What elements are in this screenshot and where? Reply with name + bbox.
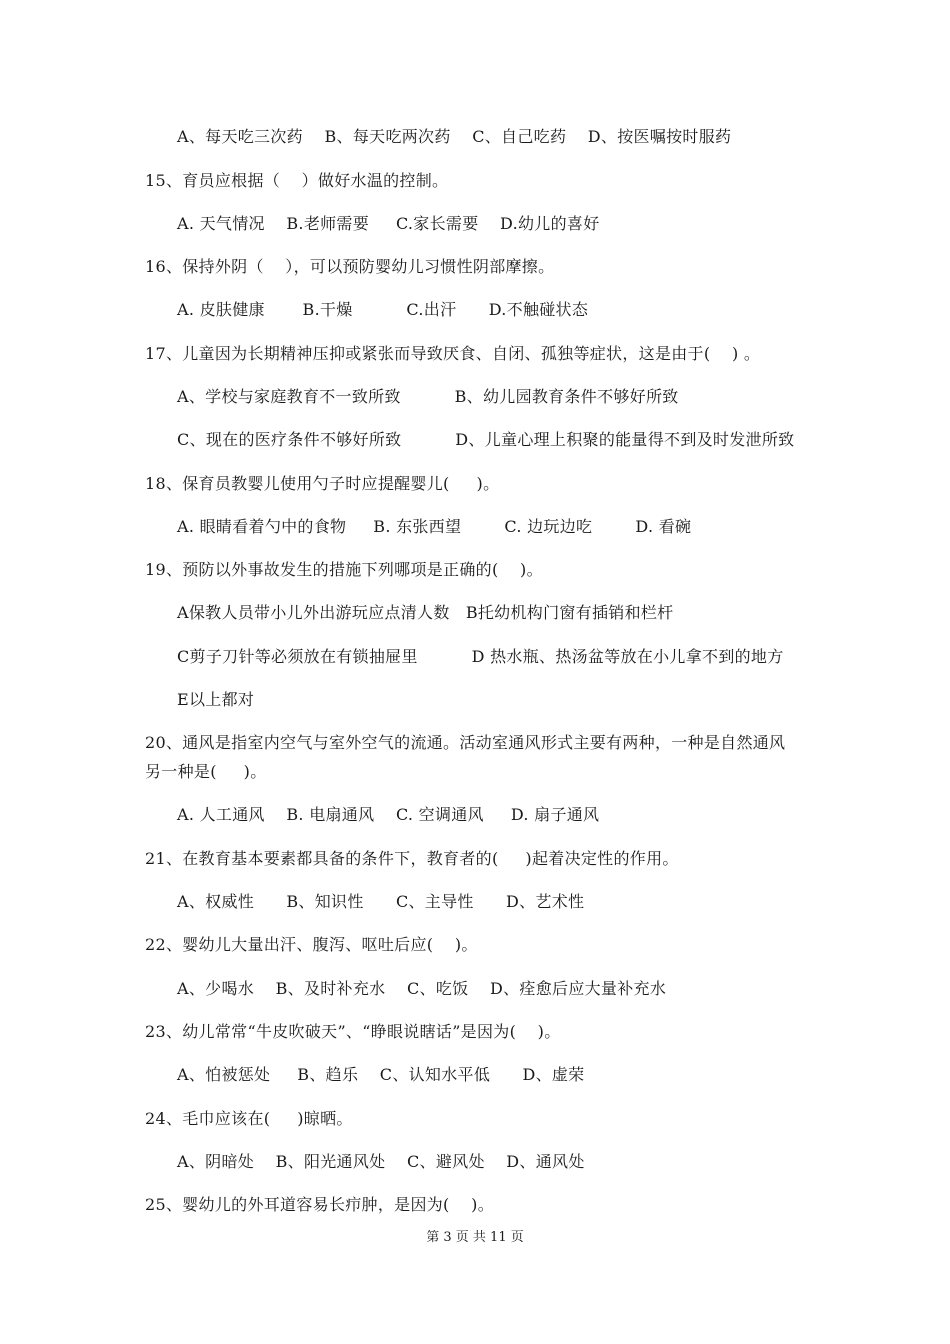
question-21: 21、在教育基本要素都具备的条件下，教育者的( )起着决定性的作用。: [145, 849, 679, 868]
question-15: 15、育员应根据（ ）做好水温的控制。: [145, 171, 449, 190]
question-20: 20、通风是指室内空气与室外空气的流通。活动室通风形式主要有两种，一种是自然通风: [145, 733, 786, 752]
question-22: 22、婴幼儿大量出汗、腹泻、呕吐后应( )。: [145, 935, 478, 954]
question-19: 19、预防以外事故发生的措施下列哪项是正确的( )。: [145, 560, 543, 579]
q15-options: A. 天气情况 B.老师需要 C.家长需要 D.幼儿的喜好: [177, 214, 600, 233]
question-16: 16、保持外阴（ ），可以预防婴幼儿习惯性阴部摩擦。: [145, 257, 555, 276]
q23-options: A、怕被惩处 B、趋乐 C、认知水平低 D、虚荣: [177, 1065, 585, 1084]
page-footer: 第 3 页 共 11 页: [426, 1230, 524, 1245]
q19-options-ab: A保教人员带小儿外出游玩应点清人数 B托幼机构门窗有插销和栏杆: [177, 603, 674, 622]
question-25: 25、婴幼儿的外耳道容易长疖肿，是因为( )。: [145, 1195, 494, 1214]
q16-options: A. 皮肤健康 B.干燥 C.出汗 D.不触碰状态: [177, 300, 589, 319]
q19-option-e: E以上都对: [177, 690, 255, 709]
q17-options-cd: C、现在的医疗条件不够好所致 D、儿童心理上积聚的能量得不到及时发泄所致: [177, 430, 795, 449]
q14-options: A、每天吃三次药 B、每天吃两次药 C、自己吃药 D、按医嘱按时服药: [177, 127, 732, 146]
question-20-cont: 另一种是( )。: [145, 762, 267, 781]
q22-options: A、少喝水 B、及时补充水 C、吃饭 D、痊愈后应大量补充水: [177, 979, 667, 998]
q18-options: A. 眼睛看着勺中的食物 B. 东张西望 C. 边玩边吃 D. 看碗: [177, 517, 692, 536]
question-24: 24、毛巾应该在( )晾晒。: [145, 1109, 353, 1128]
question-17: 17、儿童因为长期精神压抑或紧张而导致厌食、自闭、孤独等症状，这是由于( ) 。: [145, 344, 761, 363]
q24-options: A、阴暗处 B、阳光通风处 C、避风处 D、通风处: [177, 1152, 585, 1171]
question-18: 18、保育员教婴儿使用勺子时应提醒婴儿( )。: [145, 474, 500, 493]
q21-options: A、权威性 B、知识性 C、主导性 D、艺术性: [177, 892, 585, 911]
question-23: 23、幼儿常常“牛皮吹破天”、“睁眼说瞎话”是因为( )。: [145, 1022, 561, 1041]
q20-options: A. 人工通风 B. 电扇通风 C. 空调通风 D. 扇子通风: [177, 805, 600, 824]
q17-options-ab: A、学校与家庭教育不一致所致 B、幼儿园教育条件不够好所致: [177, 387, 679, 406]
q19-options-cd: C剪子刀针等必须放在有锁抽屉里 D 热水瓶、热汤盆等放在小儿拿不到的地方: [177, 647, 784, 666]
